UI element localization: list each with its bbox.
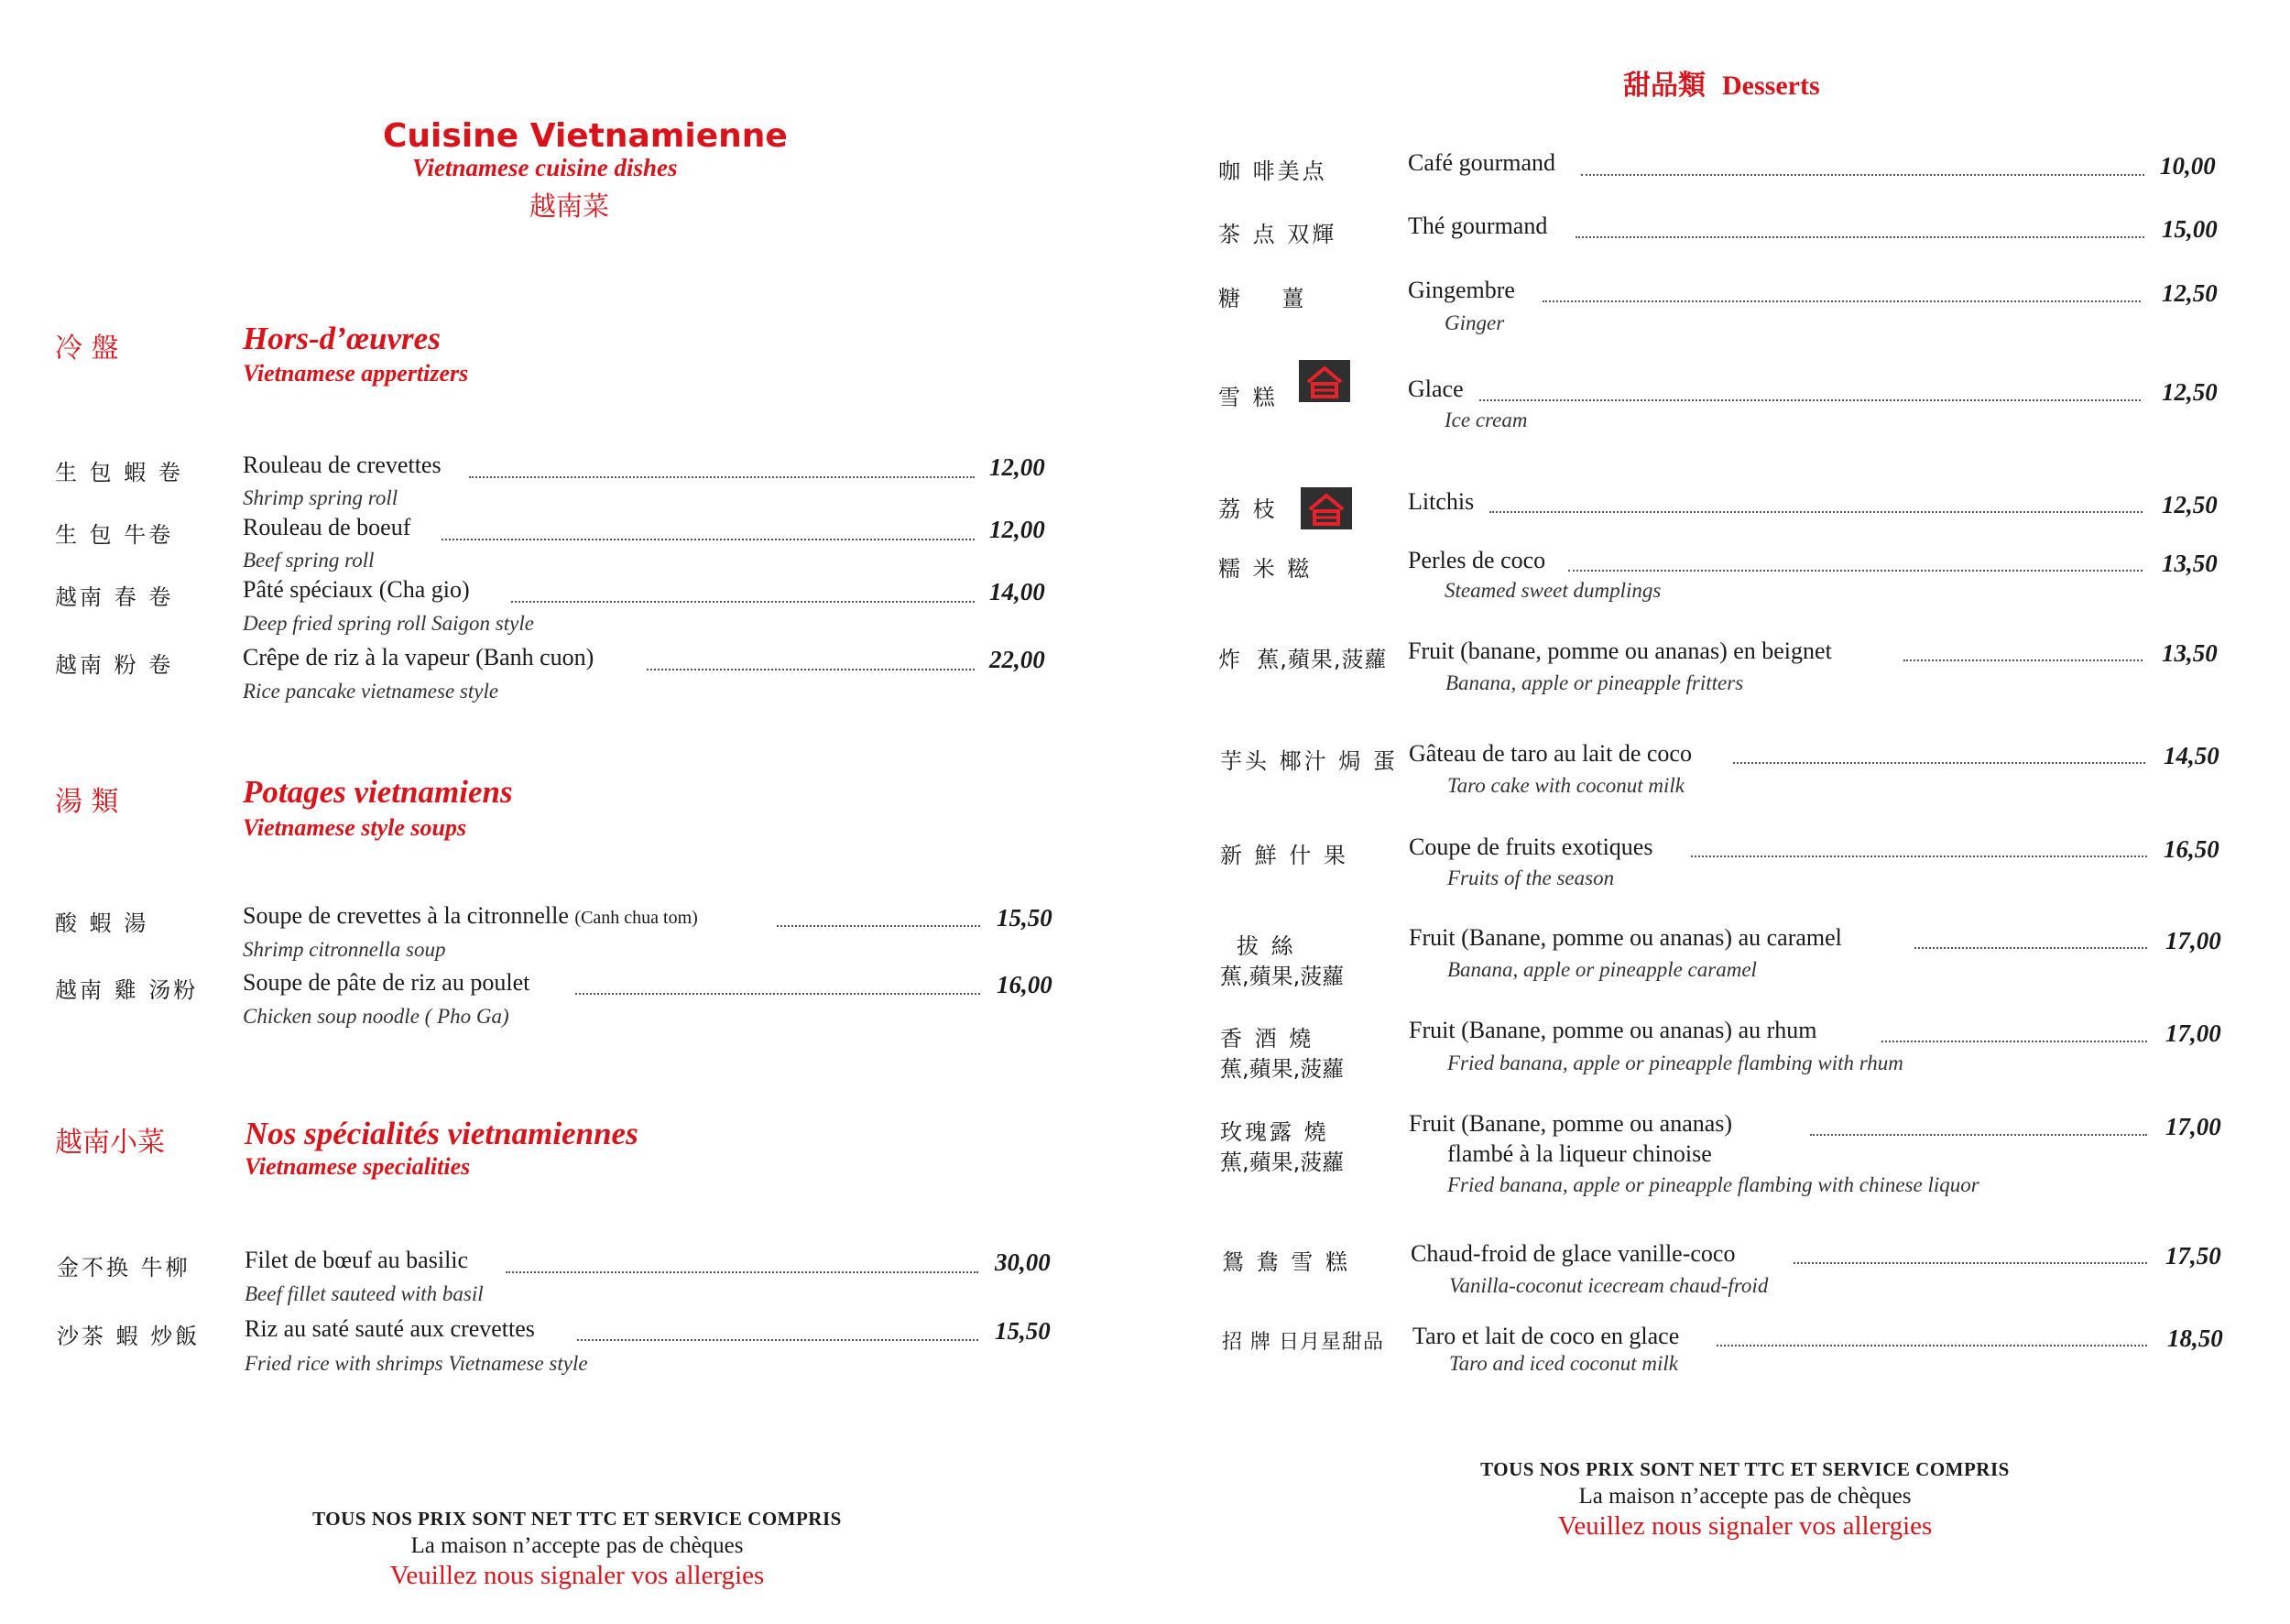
item-translation: Chicken soup noodle ( Pho Ga) xyxy=(243,1005,509,1028)
item-price: 14,00 xyxy=(989,578,1045,605)
item-translation: Banana, apple or pineapple fritters xyxy=(1445,671,1744,694)
item-name-cn: 招 牌 日月星甜品 xyxy=(1222,1331,1384,1354)
section-title: Potages vietnamiens xyxy=(243,774,513,810)
item-name-cn: 沙茶 蝦 炒飯 xyxy=(57,1324,201,1349)
dot-leader xyxy=(1733,762,2145,764)
item-name: Rouleau de boeuf xyxy=(243,514,411,540)
item-name-cn: 玫瑰露 燒 xyxy=(1220,1119,1329,1145)
item-name: Riz au saté sauté aux crevettes xyxy=(245,1315,535,1342)
item-name-cn-2: 蕉,蘋果,菠蘿 xyxy=(1220,964,1345,989)
item-name-cn: 糖 薑 xyxy=(1218,286,1307,311)
item-translation: Steamed sweet dumplings xyxy=(1445,579,1662,602)
item-price: 18,50 xyxy=(2167,1324,2223,1352)
item-price: 12,50 xyxy=(2162,279,2218,307)
item-name-cn: 酸 蝦 湯 xyxy=(55,910,149,936)
item-name-cn: 炸 蕉,蘋果,菠蘿 xyxy=(1218,647,1388,672)
item-name: Soupe de pâte de riz au poulet xyxy=(243,969,530,996)
item-name-line-2: flambé à la liqueur chinoise xyxy=(1447,1140,1712,1167)
item-price: 10,00 xyxy=(2160,152,2216,180)
item-name-cn: 茶 点 双輝 xyxy=(1218,222,1337,247)
dot-leader xyxy=(1568,570,2143,572)
item-name-cn: 糯 米 糍 xyxy=(1218,556,1313,582)
item-name-cn: 新 鮮 什 果 xyxy=(1220,843,1348,868)
dot-leader xyxy=(1489,511,2143,513)
footer xyxy=(1406,1458,2084,1542)
item-translation: Shrimp citronnella soup xyxy=(243,938,446,961)
item-name-cn: 金不换 牛柳 xyxy=(57,1255,191,1281)
footer xyxy=(238,1508,916,1591)
dot-leader xyxy=(577,1339,978,1341)
item-price: 16,00 xyxy=(997,971,1052,998)
item-name: Café gourmand xyxy=(1408,149,1556,176)
item-price: 17,00 xyxy=(2165,1019,2221,1047)
dot-leader xyxy=(511,601,975,603)
item-price: 17,00 xyxy=(2165,927,2221,954)
item-name-cn: 越南 雞 汤粉 xyxy=(55,977,199,1003)
item-name-note: (Canh chua tom) xyxy=(574,908,698,928)
item-price: 17,00 xyxy=(2165,1113,2221,1140)
item-name: Fruit (Banane, pomme ou ananas) au caramel xyxy=(1409,924,1842,951)
dot-leader xyxy=(1543,300,2141,302)
price-note: TOUS NOS PRIX SONT NET TTC ET SERVICE COMPRIS xyxy=(1480,1458,2010,1480)
cheque-note: La maison n’accepte pas de chèques xyxy=(1578,1484,1912,1509)
item-price: 13,50 xyxy=(2162,639,2218,667)
item-name-cn: 拔 絲 xyxy=(1237,933,1296,959)
item-name: Pâté spéciaux (Cha gio) xyxy=(243,576,470,603)
item-translation: Banana, apple or pineapple caramel xyxy=(1447,958,1757,981)
section-subtitle: Vietnamese appertizers xyxy=(243,360,469,387)
item-name: Thé gourmand xyxy=(1408,213,1548,239)
item-price: 22,00 xyxy=(989,646,1045,673)
dot-leader xyxy=(1881,1041,2147,1042)
item-name-cn: 生 包 牛卷 xyxy=(55,522,174,548)
dot-leader xyxy=(1903,659,2143,661)
item-name: Taro et lait de coco en glace xyxy=(1412,1323,1680,1349)
item-name: Rouleau de crevettes xyxy=(243,452,442,478)
dot-leader xyxy=(506,1271,978,1273)
item-price: 30,00 xyxy=(995,1248,1051,1276)
item-price: 13,50 xyxy=(2162,550,2218,577)
item-name-cn: 生 包 蝦 卷 xyxy=(55,460,183,485)
item-name: Crêpe de riz à la vapeur (Banh cuon) xyxy=(243,644,594,670)
item-name: Chaud-froid de glace vanille-coco xyxy=(1411,1240,1736,1267)
item-name: Fruit (Banane, pomme ou ananas) xyxy=(1409,1110,1733,1137)
section-title-cn: 湯 類 xyxy=(55,786,119,818)
item-name-cn-2: 蕉,蘋果,菠蘿 xyxy=(1220,1056,1345,1082)
section-subtitle: Vietnamese style soups xyxy=(243,814,467,841)
item-translation: Taro and iced coconut milk xyxy=(1449,1352,1678,1375)
item-name: Litchis xyxy=(1408,488,1475,515)
item-translation: Beef spring roll xyxy=(243,549,375,572)
item-translation: Deep fried spring roll Saigon style xyxy=(243,612,534,635)
item-name-cn: 雪 糕 xyxy=(1218,385,1278,410)
item-translation: Rice pancake vietnamese style xyxy=(243,680,499,703)
right-title xyxy=(1623,62,1820,103)
dot-leader xyxy=(442,539,975,540)
section-subtitle: Vietnamese specialities xyxy=(245,1153,471,1180)
item-translation: Fried rice with shrimps Vietnamese style xyxy=(245,1352,588,1375)
dot-leader xyxy=(1581,174,2144,176)
item-price: 14,50 xyxy=(2164,742,2219,769)
item-name-cn: 咖 啡美点 xyxy=(1218,158,1327,184)
item-name: Filet de bœuf au basilic xyxy=(245,1247,469,1273)
item-name-text: Soupe de crevettes à la citronnelle xyxy=(243,902,569,929)
item-name-cn: 香 酒 燒 xyxy=(1220,1026,1314,1052)
item-name xyxy=(243,902,698,930)
allergy-note: Veuillez nous signaler vos allergies xyxy=(389,1561,765,1590)
left-title-cn: 越南菜 xyxy=(529,191,610,222)
right-title-text: Desserts xyxy=(1722,71,1820,101)
dot-leader xyxy=(1717,1345,2147,1346)
dot-leader xyxy=(1479,399,2141,401)
item-name: Fruit (banane, pomme ou ananas) en beignet xyxy=(1408,638,1832,664)
item-translation: Ice cream xyxy=(1445,409,1528,431)
item-translation: Fried banana, apple or pineapple flambing with rhum xyxy=(1447,1052,1903,1074)
dot-leader xyxy=(575,993,980,995)
item-name-cn: 越南 春 卷 xyxy=(55,584,174,610)
section-title-cn: 冷 盤 xyxy=(55,332,119,365)
section-title: Nos spécialités vietnamiennes xyxy=(245,1116,638,1151)
left-title: Cuisine Vietnamienne xyxy=(383,117,788,155)
dot-leader xyxy=(1794,1262,2147,1264)
item-name: Perles de coco xyxy=(1408,547,1546,573)
item-name-cn: 越南 粉 卷 xyxy=(55,652,174,678)
item-translation: Shrimp spring roll xyxy=(243,486,398,509)
item-translation: Fried banana, apple or pineapple flambing with chinese liquor xyxy=(1447,1173,1979,1196)
cheque-note: La maison n’accepte pas de chèques xyxy=(410,1533,744,1558)
item-price: 17,50 xyxy=(2165,1242,2221,1270)
house-mark-icon xyxy=(1299,360,1350,402)
item-name: Coupe de fruits exotiques xyxy=(1409,834,1653,860)
house-mark-icon xyxy=(1301,487,1352,529)
item-translation: Ginger xyxy=(1445,311,1505,334)
item-price: 12,00 xyxy=(989,453,1045,481)
right-title-cn: 甜品類 xyxy=(1623,70,1706,102)
item-price: 12,50 xyxy=(2162,491,2218,518)
item-translation: Taro cake with coconut milk xyxy=(1447,774,1685,797)
dot-leader xyxy=(1691,856,2147,857)
item-name: Gingembre xyxy=(1408,277,1515,303)
dot-leader xyxy=(469,476,975,478)
allergy-note: Veuillez nous signaler vos allergies xyxy=(1557,1511,1933,1541)
item-name-cn: 鴛 鴦 雪 糕 xyxy=(1222,1249,1350,1275)
item-price: 12,00 xyxy=(989,516,1045,543)
left-subtitle: Vietnamese cuisine dishes xyxy=(412,154,678,181)
dot-leader xyxy=(1810,1134,2147,1136)
item-price: 15,00 xyxy=(2162,215,2218,243)
item-name-cn-2: 蕉,蘋果,菠蘿 xyxy=(1220,1150,1345,1175)
section-title: Hors-d’œuvres xyxy=(243,321,441,356)
price-note: TOUS NOS PRIX SONT NET TTC ET SERVICE COMPRIS xyxy=(312,1508,842,1530)
item-price: 15,50 xyxy=(997,904,1052,932)
item-name: Gâteau de taro au lait de coco xyxy=(1409,740,1692,767)
item-price: 12,50 xyxy=(2162,378,2218,406)
item-translation: Beef fillet sauteed with basil xyxy=(245,1282,484,1305)
dot-leader xyxy=(777,925,980,927)
dot-leader xyxy=(647,669,975,670)
item-price: 16,50 xyxy=(2164,835,2219,863)
item-name-cn: 荔 枝 xyxy=(1218,496,1278,522)
dot-leader xyxy=(1914,947,2147,949)
item-translation: Vanilla-coconut icecream chaud-froid xyxy=(1449,1274,1769,1297)
item-name: Fruit (Banane, pomme ou ananas) au rhum xyxy=(1409,1017,1817,1043)
dot-leader xyxy=(1576,236,2144,238)
section-title-cn: 越南小菜 xyxy=(55,1127,165,1159)
item-price: 15,50 xyxy=(995,1317,1051,1345)
item-name: Glace xyxy=(1408,376,1464,402)
item-name-cn: 芋头 椰汁 焗 蛋 xyxy=(1220,748,1398,774)
item-translation: Fruits of the season xyxy=(1447,866,1615,889)
